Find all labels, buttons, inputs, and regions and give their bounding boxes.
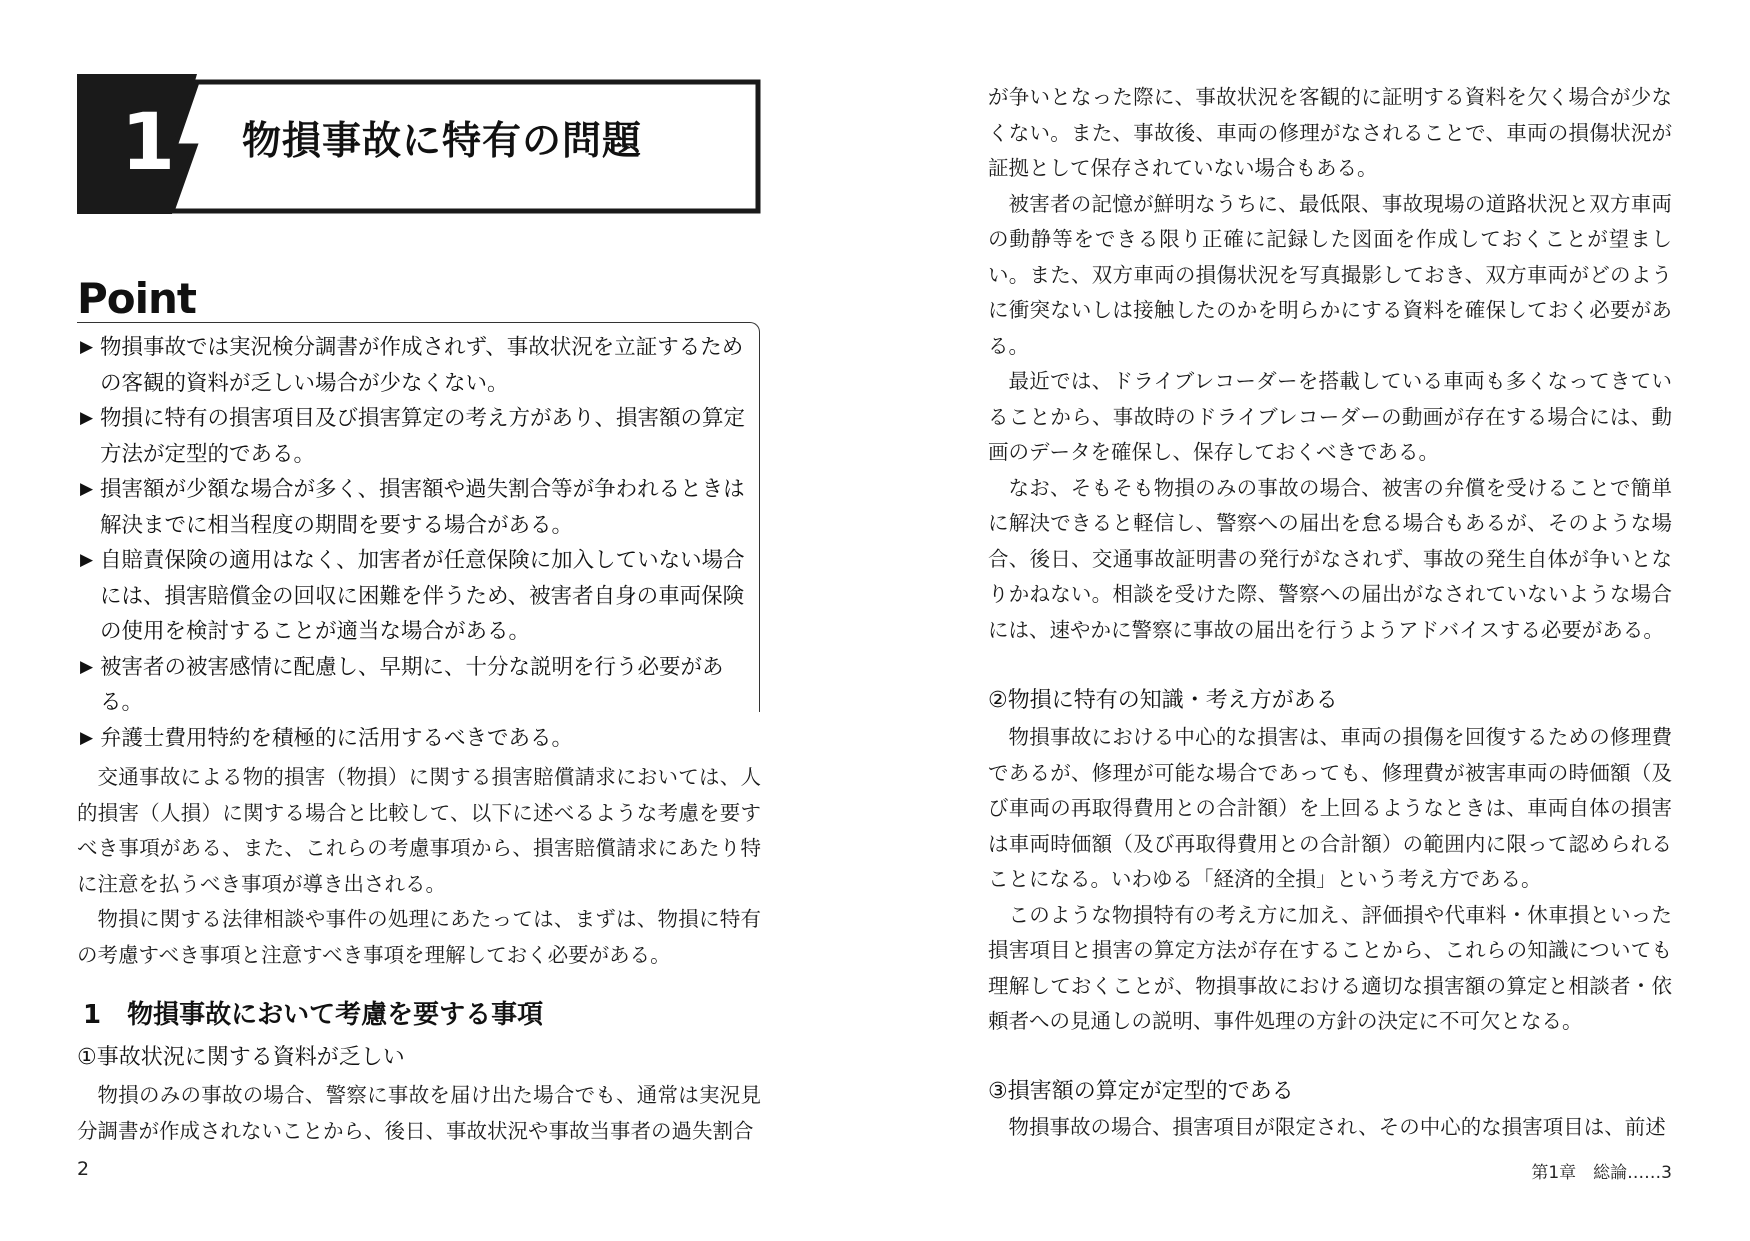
subsection-3-body bbox=[988, 1110, 1672, 1146]
continued-paragraph: が争いとなった際に、事故状況を客観的に証明する資料を欠く場合が少なくない。また、事故後、車両の修理がなされることで、車両の損傷状況が証拠として保存されていない場合もある。 bbox=[988, 85, 1672, 180]
subsection-3-paragraph: 物損事故の場合、損害項目が限定され、その中心的な損害項目は、前述 bbox=[1008, 1115, 1666, 1139]
page-number: 2 bbox=[77, 1158, 90, 1180]
point-item-text: 物損事故では実況検分調書が作成されず、事故状況を立証するための客観的資料が乏しい場合が少なくない。 bbox=[100, 335, 744, 396]
subsection-heading-3: ③損害額の算定が定型的である bbox=[988, 1079, 1294, 1104]
point-item bbox=[80, 650, 755, 721]
point-item-text: 損害額が少額な場合が多く、損害額や過失割合等が争われるときは解決までに相当程度の期間を要する場合がある。 bbox=[100, 477, 745, 538]
point-item bbox=[80, 401, 755, 472]
section-heading: 1 物損事故において考慮を要する事項 bbox=[83, 1000, 544, 1030]
running-footer: 第1章 総論……3 bbox=[1531, 1163, 1672, 1183]
paragraph-drive-recorder: 最近では、ドライブレコーダーを搭載している車両も多くなってきていることから、事故時のドライブレコーダーの動画が存在する場合には、動画のデータを確保し、保存しておくべきである。 bbox=[988, 369, 1672, 464]
paragraph-record-drawing: 被害者の記憶が鮮明なうちに、最低限、事故現場の道路状況と双方車両の動静等をできる限り正確に記録した図面を作成しておくことが望ましい。また、双方車両の損傷状況を写真撮影しておき、双方車両がどのように衝突ないしは接触したのかを明らかにする資料を確保しておく必要がある。 bbox=[988, 191, 1672, 358]
intro-paragraph-2: 物損に関する法律相談や事件の処理にあたっては、まずは、物損に特有の考慮すべき事項と注意すべき事項を理解しておく必要がある。 bbox=[77, 907, 761, 967]
triangle-arrow-icon: ▶ bbox=[80, 408, 94, 428]
subsection-2-paragraph-2: このような物損特有の考え方に加え、評価損や代車料・休車損といった損害項目と損害の算定方法が存在することから、これらの知識についても理解しておくことが、物損事故における適切な損害額の算定と相談者・依頼者への見通しの説明、事件処理の方針の決定に不可欠となる。 bbox=[988, 902, 1672, 1033]
point-item-text: 物損に特有の損害項目及び損害算定の考え方があり、損害額の算定方法が定型的である。 bbox=[100, 406, 746, 467]
chapter-title: 物損事故に特有の問題 bbox=[242, 119, 643, 164]
chapter-number: 1 bbox=[120, 98, 176, 188]
point-item bbox=[80, 543, 755, 650]
triangle-arrow-icon: ▶ bbox=[80, 656, 94, 677]
chapter-header bbox=[77, 74, 761, 214]
point-item-text: 自賠責保険の適用はなく、加害者が任意保険に加入していない場合には、損害賠償金の回収に困難を伴うため、被害者自身の車両保険の使用を検討することが適当な場合がある。 bbox=[100, 548, 745, 644]
subsection-2-body bbox=[988, 720, 1672, 1040]
subsection-heading-2: ②物損に特有の知識・考え方がある bbox=[988, 688, 1338, 713]
point-item bbox=[80, 721, 755, 757]
triangle-arrow-icon: ▶ bbox=[80, 337, 94, 357]
point-list bbox=[80, 330, 755, 756]
right-column-top bbox=[988, 80, 1672, 648]
intro-section bbox=[77, 760, 761, 973]
point-item bbox=[80, 330, 755, 401]
point-item-text: 弁護士費用特約を積極的に活用するべきである。 bbox=[100, 725, 574, 751]
subsection-heading-1: ①事故状況に関する資料が乏しい bbox=[77, 1045, 405, 1070]
point-item-text: 被害者の被害感情に配慮し、早期に、十分な説明を行う必要がある。 bbox=[100, 654, 724, 715]
intro-paragraph-1: 交通事故による物的損害（物損）に関する損害賠償請求においては、人的損害（人損）に関する場合と比較して、以下に述べるような考慮を要すべき事項がある、また、これらの考慮事項から、損害賠償請求にあたり特に注意を払うべき事項が導き出される。 bbox=[77, 765, 761, 896]
triangle-arrow-icon: ▶ bbox=[80, 550, 94, 570]
paragraph-police-report: なお、そもそも物損のみの事故の場合、被害の弁償を受けることで簡単に解決できると軽信し、警察への届出を怠る場合もあるが、そのような場合、後日、交通事故証明書の発行がなされず、事故の発生自体が争いとなりかねない。相談を受けた際、警察への届出がなされていないような場合には、速やかに警察に事故の届出を行うようアドバイスする必要がある。 bbox=[988, 475, 1672, 642]
subsection-2-paragraph-1: 物損事故における中心的な損害は、車両の損傷を回復するための修理費であるが、修理が可能な場合であっても、修理費が被害車両の時価額（及び車両の再取得費用との合計額）を上回るようなときは、車両自体の損害は車両時価額（及び再取得費用との合計額）の範囲内に限って認められることになる。いわゆる「経済的全損」という考え方である。 bbox=[988, 725, 1672, 891]
subsection-1-paragraph: 物損のみの事故の場合、警察に事故を届け出た場合でも、通常は実況見分調書が作成されないことから、後日、事故状況や事故当事者の過失割合 bbox=[77, 1083, 761, 1143]
triangle-arrow-icon: ▶ bbox=[80, 479, 94, 499]
point-item bbox=[80, 472, 755, 543]
point-heading: Point bbox=[77, 274, 197, 323]
subsection-1-body bbox=[77, 1078, 761, 1149]
triangle-arrow-icon: ▶ bbox=[80, 727, 94, 748]
